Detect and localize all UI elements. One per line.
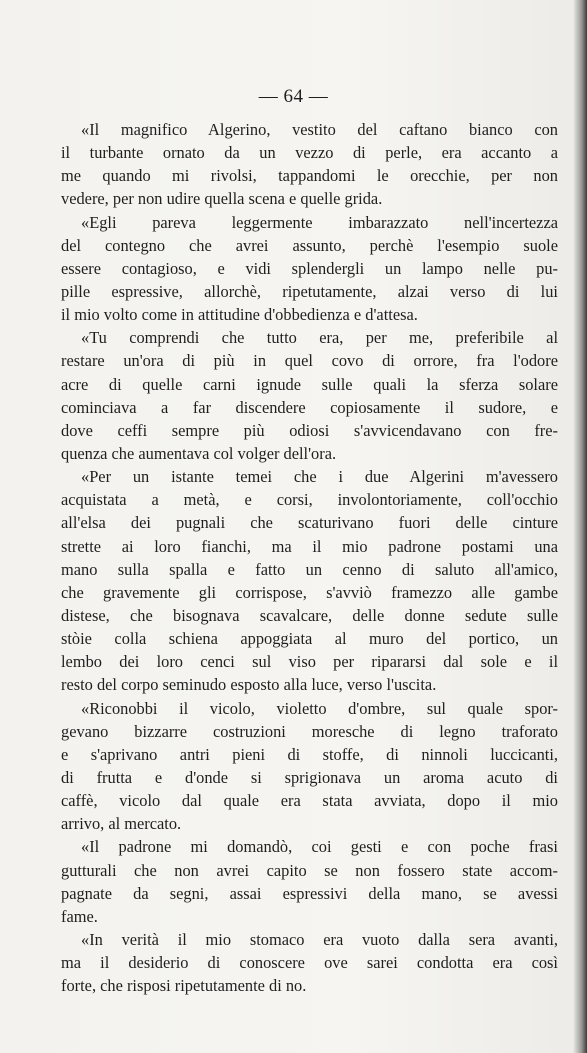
text-line: e s'aprivano antri pieni di stoffe, di ninnoli luccicanti, bbox=[61, 744, 558, 764]
text-line: «Egli pareva leggermente imbarazzato nell'incertezza bbox=[81, 212, 558, 232]
text-line: «Riconobbi il vicolo, violetto d'ombre, sul quale spor- bbox=[81, 698, 558, 718]
text-line: essere contagioso, e vidi splendergli un lampo nelle pu- bbox=[61, 258, 558, 278]
text-line: «In verità il mio stomaco era vuoto dalla sera avanti, bbox=[81, 929, 558, 949]
text-line: all'elsa dei pugnali che scaturivano fuori delle cinture bbox=[61, 513, 558, 533]
text-line: forte, che risposi ripetutamente di no. bbox=[61, 976, 307, 996]
text-line: ma il desiderio di conoscere ove sarei condotta era così bbox=[61, 953, 558, 973]
text-line: mano sulla spalla e fatto un cenno di saluto all'amico, bbox=[61, 559, 558, 579]
text-line: me quando mi rivolsi, tappandomi le orecchie, per non bbox=[61, 166, 558, 186]
text-line: pagnate da segni, assai espressivi della mano, se avessi bbox=[61, 883, 558, 903]
page-number: — 64 — bbox=[258, 86, 329, 107]
text-line: distese, che bisognava scavalcare, delle donne sedute sulle bbox=[61, 605, 558, 625]
text-line: gutturali che non avrei capito se non fossero state accom- bbox=[61, 860, 558, 880]
text-line: «Tu comprendi che tutto era, per me, preferibile al bbox=[81, 328, 558, 348]
text-line: acquistata a metà, e corsi, involontoriamente, coll'occhio bbox=[61, 490, 558, 510]
text-line: «Il padrone mi domandò, coi gesti e con poche frasi bbox=[81, 837, 558, 857]
text-line: «Il magnifico Algerino, vestito del caftano bianco con bbox=[81, 120, 558, 139]
text-line: «Per un istante temei che i due Algerini m'avessero bbox=[81, 467, 558, 487]
text-line: che gravemente gli corrispose, s'avviò framezzo alle gambe bbox=[61, 582, 558, 602]
text-line: vedere, per non udire quella scena e quelle grida. bbox=[61, 189, 383, 209]
text-line: restare un'ora di più in quel covo di orrore, fra l'odore bbox=[61, 351, 558, 371]
text-line: gevano bizzarre costruzioni moresche di legno traforato bbox=[61, 721, 558, 741]
text-line: fame. bbox=[61, 906, 98, 926]
text-line: acre di quelle carni ignude sulle quali la sferza solare bbox=[61, 374, 558, 394]
text-line: stòie colla schiena appoggiata al muro del portico, un bbox=[61, 629, 558, 649]
text-line: del contegno che avrei assunto, perchè l'esempio suole bbox=[61, 235, 558, 255]
text-line: quenza che aumentava col volger dell'ora. bbox=[61, 443, 337, 463]
text-line: caffè, vicolo dal quale era stata avviata, dopo il mio bbox=[61, 791, 558, 811]
text-line: il mio volto come in attitudine d'obbedienza e d'attesa. bbox=[61, 305, 418, 325]
text-line: dove ceffi sempre più odiosi s'avvicendavano con fre- bbox=[61, 420, 558, 440]
page-edge-shadow bbox=[573, 0, 587, 1053]
text-line: resto del corpo seminudo esposto alla luce, verso l'uscita. bbox=[61, 675, 437, 695]
text-line: il turbante ornato da un vezzo di perle, era accanto a bbox=[61, 143, 558, 163]
text-line: pille espressive, allorchè, ripetutamente, alzai verso di lui bbox=[61, 281, 558, 301]
body-text bbox=[61, 118, 558, 997]
text-line: lembo dei loro cenci sul viso per ripararsi dal sole e il bbox=[61, 652, 558, 672]
text-line: strette ai loro fianchi, ma il mio padrone postami una bbox=[61, 536, 558, 556]
text-line: cominciava a far discendere copiosamente il sudore, e bbox=[61, 397, 558, 417]
text-line: arrivo, al mercato. bbox=[61, 814, 182, 834]
text-line: di frutta e d'onde si sprigionava un aroma acuto di bbox=[61, 767, 558, 787]
